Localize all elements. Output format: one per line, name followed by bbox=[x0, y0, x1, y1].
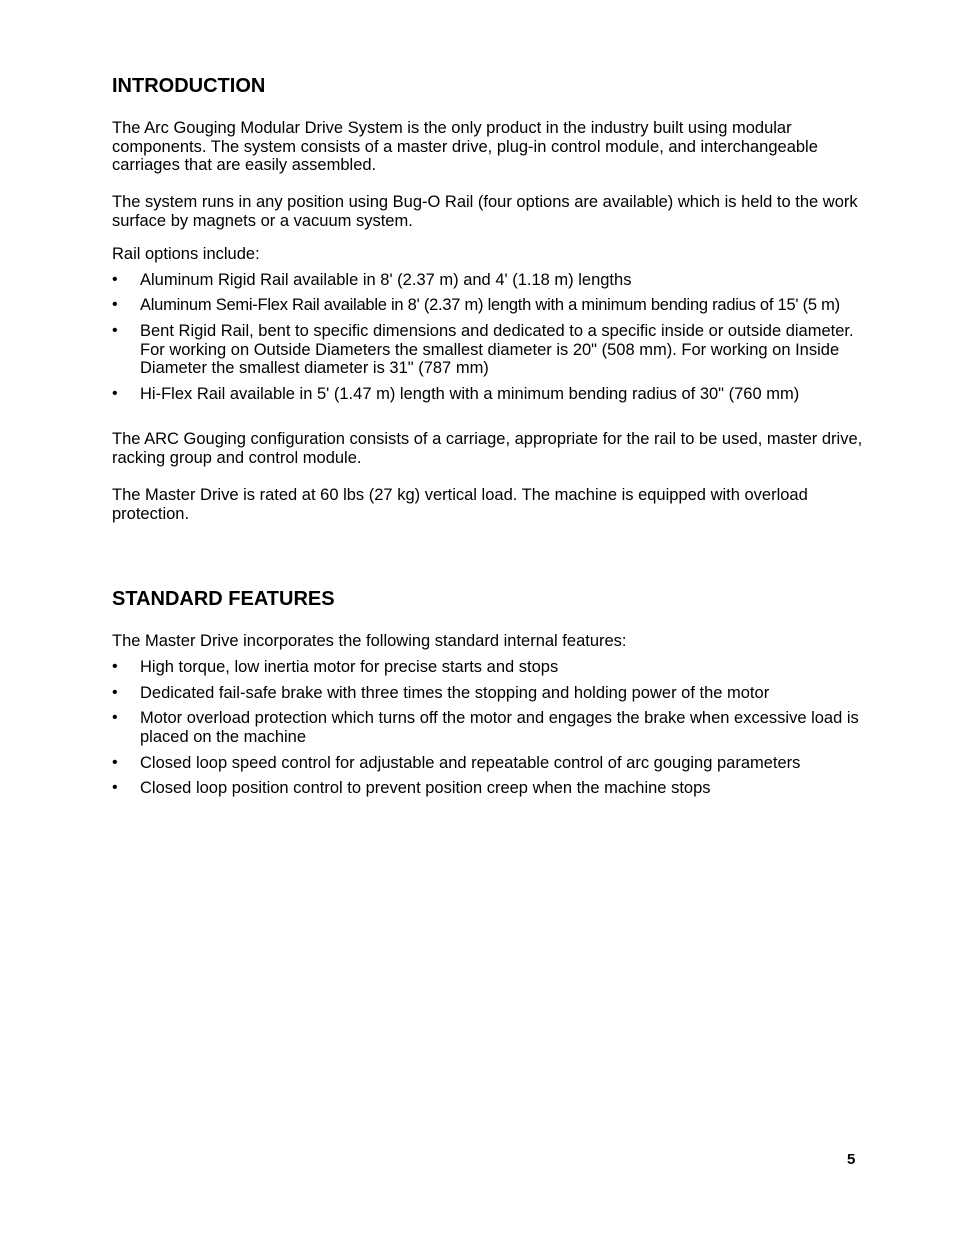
introduction-heading: INTRODUCTION bbox=[112, 75, 266, 97]
feature-text: High torque, low inertia motor for precise starts and stops bbox=[140, 658, 559, 676]
bullet-icon: • bbox=[112, 684, 118, 701]
rail-option-text: Hi-Flex Rail available in 5' (1.47 m) length with a minimum bending radius of 30" (760 mm) bbox=[140, 385, 800, 403]
rail-option-text: Aluminum Semi-Flex Rail available in 8' (2.37 m) length with a minimum bending radius of 15' (5 m) bbox=[140, 296, 840, 314]
list-item bbox=[112, 709, 882, 746]
bullet-icon: • bbox=[112, 322, 118, 339]
feature-text: Dedicated fail-safe brake with three times the stopping and holding power of the motor bbox=[140, 684, 770, 702]
bullet-icon: • bbox=[112, 385, 118, 402]
rail-options-intro: Rail options include: bbox=[112, 245, 260, 263]
intro-paragraph-3: The ARC Gouging configuration consists of a carriage, appropriate for the rail to be used, master drive, racking group and control module. bbox=[112, 430, 863, 467]
list-item bbox=[112, 684, 882, 703]
features-intro: The Master Drive incorporates the following standard internal features: bbox=[112, 632, 627, 650]
list-item bbox=[112, 385, 882, 404]
feature-text: Closed loop speed control for adjustable and repeatable control of arc gouging parameters bbox=[140, 754, 801, 772]
feature-text: Closed loop position control to prevent position creep when the machine stops bbox=[140, 779, 711, 797]
bullet-icon: • bbox=[112, 658, 118, 675]
list-item bbox=[112, 322, 882, 378]
list-item bbox=[112, 271, 882, 290]
intro-paragraph-4: The Master Drive is rated at 60 lbs (27 kg) vertical load. The machine is equipped with overload protection. bbox=[112, 486, 808, 523]
intro-paragraph-2: The system runs in any position using Bug-O Rail (four options are available) which is held to the work surface by magnets or a vacuum system. bbox=[112, 193, 858, 230]
list-item bbox=[112, 754, 882, 773]
list-item bbox=[112, 779, 882, 798]
bullet-icon: • bbox=[112, 271, 118, 288]
standard-features-heading: STANDARD FEATURES bbox=[112, 588, 335, 610]
rail-option-text: Bent Rigid Rail, bent to specific dimensions and dedicated to a specific inside or outside diameter. For working on Outside Diameters the smallest diameter is 20" (508 mm). For working on Inside Diameter the smallest diameter is 31" (787 mm) bbox=[140, 322, 854, 377]
bullet-icon: • bbox=[112, 779, 118, 796]
bullet-icon: • bbox=[112, 709, 118, 726]
list-item bbox=[112, 296, 882, 315]
page-number: 5 bbox=[847, 1151, 856, 1168]
bullet-icon: • bbox=[112, 296, 118, 313]
rail-option-text: Aluminum Rigid Rail available in 8' (2.37 m) and 4' (1.18 m) lengths bbox=[140, 271, 632, 289]
intro-paragraph-1: The Arc Gouging Modular Drive System is the only product in the industry built using modular components. The system consists of a master drive, plug-in control module, and interchangeable carriages that are easily assembled. bbox=[112, 119, 818, 174]
feature-text: Motor overload protection which turns off the motor and engages the brake when excessive load is placed on the machine bbox=[140, 709, 859, 746]
bullet-icon: • bbox=[112, 754, 118, 771]
list-item bbox=[112, 658, 882, 677]
